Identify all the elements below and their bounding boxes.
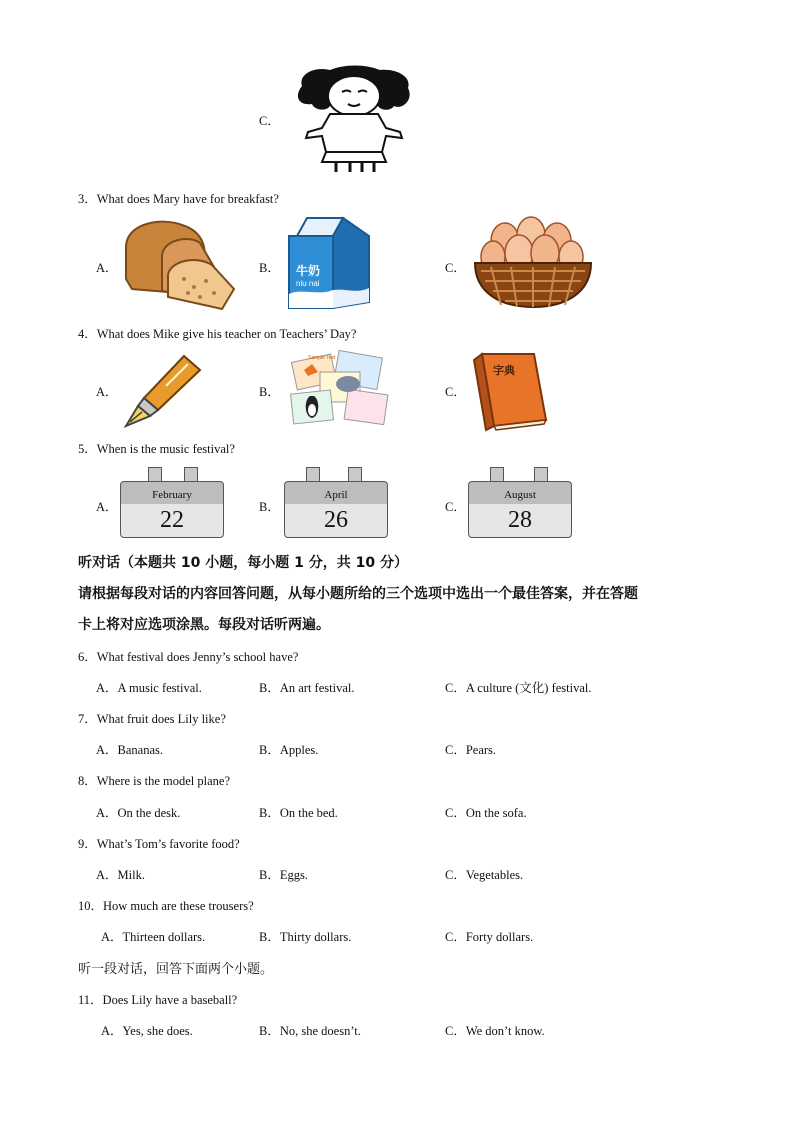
question-9: 9．What’s Tom’s favorite food? <box>78 837 240 851</box>
calendar-month: August <box>504 489 536 501</box>
q5-option-b-label: B． <box>259 500 280 514</box>
q7-option-a: A．Bananas. <box>96 743 163 757</box>
q5-option-c-label: C． <box>445 500 466 514</box>
q4-option-a-label: A． <box>96 385 118 399</box>
calendar-a <box>120 467 224 539</box>
egg-basket-image <box>471 217 595 309</box>
q11-option-c: C．We don’t know. <box>445 1024 545 1038</box>
calendar-day: 22 <box>160 507 184 533</box>
calendar-b <box>284 467 388 539</box>
calendar-month: April <box>324 489 348 501</box>
q2-option-c-label: C． <box>259 114 280 128</box>
q8-option-c: C．On the sofa. <box>445 806 527 820</box>
q9-option-a: A．Milk. <box>96 868 145 882</box>
q6-option-b: B．An art festival. <box>259 681 355 695</box>
q8-option-b: B．On the bed. <box>259 806 338 820</box>
question-4: 4．What does Mike give his teacher on Teachers’ Day? <box>78 327 357 341</box>
q6-option-c: C．A culture (文化) festival. <box>445 681 592 695</box>
q5-option-a-label: A． <box>96 500 118 514</box>
q11-option-a: A．Yes, she does. <box>101 1024 193 1038</box>
girl-drawing-image <box>290 66 420 174</box>
q4-option-c-label: C． <box>445 385 466 399</box>
question-5: 5．When is the music festival? <box>78 442 235 456</box>
question-7: 7．What fruit does Lily like? <box>78 712 226 726</box>
q4-option-b-label: B． <box>259 385 280 399</box>
calendar-day: 26 <box>324 507 348 533</box>
q9-option-b: B．Eggs. <box>259 868 308 882</box>
card-sample-text: Sample Text <box>308 355 336 361</box>
section-instruction-line1: 请根据每段对话的内容回答问题，从每小题所给的三个选项中选出一个最佳答案，并在答题 <box>78 586 638 602</box>
q11-option-b: B．No, she doesn’t. <box>259 1024 361 1038</box>
calendar-day: 28 <box>508 507 532 533</box>
question-11: 11．Does Lily have a baseball? <box>78 993 238 1007</box>
fountain-pen-image <box>122 352 204 428</box>
q3-option-b-label: B． <box>259 261 280 275</box>
milk-label-pinyin: niu nai <box>296 279 320 288</box>
dictionary-label-cn: 字典 <box>493 364 515 377</box>
q7-option-b: B．Apples. <box>259 743 319 757</box>
question-3: 3．What does Mary have for breakfast? <box>78 192 279 206</box>
calendar-c <box>468 467 572 539</box>
q10-option-b: B．Thirty dollars. <box>259 930 352 944</box>
q3-option-a-label: A． <box>96 261 118 275</box>
q10-option-c: C．Forty dollars. <box>445 930 534 944</box>
question-8: 8．Where is the model plane? <box>78 774 231 788</box>
greeting-cards-image <box>290 350 390 428</box>
q3-option-c-label: C． <box>445 261 466 275</box>
q10-option-a: A．Thirteen dollars. <box>101 930 206 944</box>
q9-option-c: C．Vegetables. <box>445 868 524 882</box>
section-heading: 听对话（本题共 10 小题，每小题 1 分，共 10 分） <box>78 555 408 571</box>
sub-instruction: 听一段对话，回答下面两个小题。 <box>78 962 274 977</box>
calendar-month: February <box>152 489 192 501</box>
bread-image <box>122 217 238 311</box>
section-instruction-line2: 卡上将对应选项涂黑。每段对话听两遍。 <box>78 617 330 633</box>
q7-option-c: C．Pears. <box>445 743 497 757</box>
milk-label-cn: 牛奶 <box>296 264 321 278</box>
question-6: 6．What festival does Jenny’s school have? <box>78 650 299 664</box>
q6-option-a: A．A music festival. <box>96 681 202 695</box>
question-10: 10．How much are these trousers? <box>78 899 254 913</box>
q8-option-a: A．On the desk. <box>96 806 181 820</box>
